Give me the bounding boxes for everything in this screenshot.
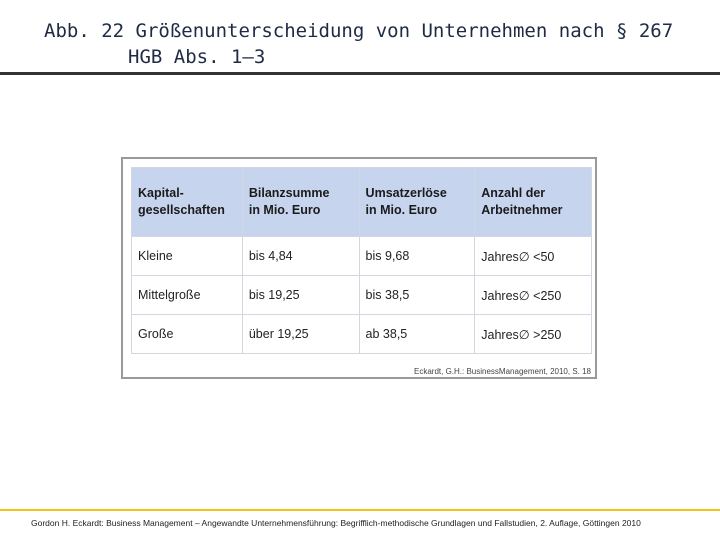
header-cell-balance-sheet-total: Bilanzsumme in Mio. Euro [242,168,359,237]
table-cell: Jahres∅ <50 [475,237,592,276]
table-cell: über 19,25 [242,315,359,354]
table-row [132,276,592,315]
table-cell: Kleine [132,237,243,276]
table-cell: bis 4,84 [242,237,359,276]
header-cell-company-type: Kapital- gesellschaften [132,168,243,237]
table-cell: Jahres∅ <250 [475,276,592,315]
table-cell: bis 38,5 [359,276,475,315]
footer-divider [0,509,720,511]
table-cell: Jahres∅ >250 [475,315,592,354]
slide-title-line-1: Abb. 22 Größenunterscheidung von Unternehmen nach § 267 [44,20,674,42]
table-row [132,237,592,276]
size-classification-figure [121,157,597,379]
slide-title-line-2: HGB Abs. 1–3 [128,46,266,68]
title-divider [0,72,720,75]
table-cell: bis 19,25 [242,276,359,315]
figure-source-note: Eckardt, G.H.: BusinessManagement, 2010, S. 18 [414,367,591,376]
slide-title [44,18,704,70]
table-cell: Große [132,315,243,354]
footer-citation: Gordon H. Eckardt: Business Management – Angewandte Unternehmensführung: Begrifflich-methodische Grundlagen und Fallstudien, 2. Auflage, Göttingen 2010 [31,518,641,528]
header-cell-revenue: Umsatzerlöse in Mio. Euro [359,168,475,237]
table-header-row [132,168,592,237]
table-cell: bis 9,68 [359,237,475,276]
company-size-table [131,167,592,354]
table-cell: Mittelgroße [132,276,243,315]
header-cell-employees: Anzahl der Arbeitnehmer [475,168,592,237]
table-row [132,315,592,354]
table-cell: ab 38,5 [359,315,475,354]
